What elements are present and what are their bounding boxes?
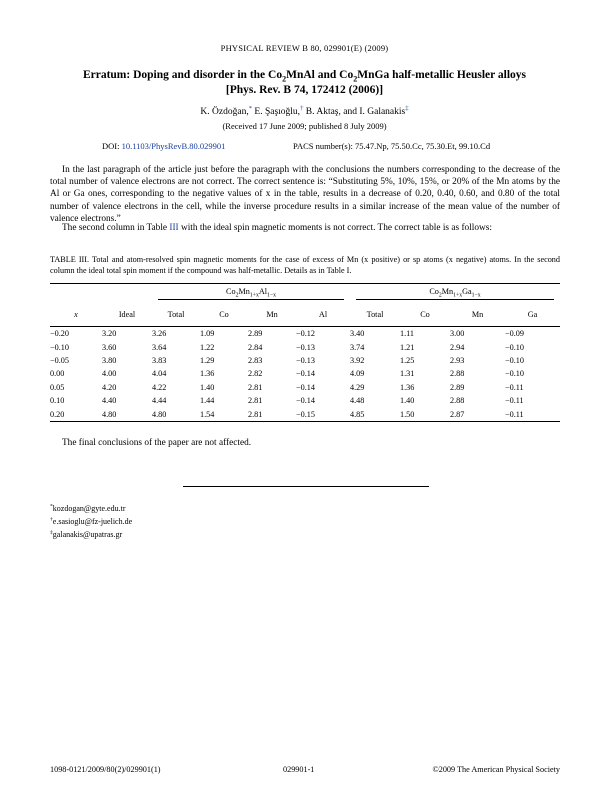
table-cell: −0.10	[50, 342, 69, 352]
title-sub: 2	[282, 74, 287, 84]
table-cell: 4.09	[350, 369, 365, 379]
table-cell: −0.10	[505, 369, 524, 379]
author-name: E. Şaşıoğlu,	[252, 107, 301, 117]
column-header: Co	[219, 309, 229, 319]
title-part: MnAl and Co	[286, 69, 354, 81]
table-cell: 2.88	[450, 396, 465, 406]
footnote-marker[interactable]: *	[248, 104, 253, 112]
table-cell: 3.80	[102, 355, 117, 365]
footnote-separator	[183, 486, 429, 487]
table-cell: 1.44	[200, 396, 215, 406]
table-cell: 2.89	[248, 329, 263, 339]
table-cell: 3.40	[350, 329, 365, 339]
table-cell: −0.12	[296, 329, 315, 339]
table-cell: 3.00	[450, 329, 465, 339]
table-cell: 1.50	[400, 409, 415, 419]
footnote-mark: ‡	[50, 529, 53, 536]
table-cell: 3.64	[152, 342, 167, 352]
column-header: Ideal	[118, 309, 136, 319]
footnote-marker[interactable]: †	[300, 104, 304, 112]
table-cell: 1.22	[200, 342, 215, 352]
table-row	[50, 407, 560, 421]
table-cell: −0.13	[296, 355, 315, 365]
table-cell: 1.09	[200, 329, 215, 339]
column-header-row	[50, 302, 560, 327]
table-cell: 4.80	[102, 409, 117, 419]
paragraph-conclusion: The final conclusions of the paper are not affected.	[62, 438, 252, 448]
title-citation: [Phys. Rev. B 74, 172412 (2006)]	[225, 84, 384, 96]
table-cell: 1.29	[200, 355, 215, 365]
table-cell: 1.54	[200, 409, 215, 419]
table-cell: −0.11	[505, 409, 524, 419]
table-cell: −0.14	[296, 382, 315, 392]
footnote-marker[interactable]: ‡	[405, 104, 409, 112]
table-cell: 4.29	[350, 382, 365, 392]
title-part: Erratum: Doping and disorder in the Co	[82, 69, 283, 81]
table-cell: 4.40	[102, 396, 117, 406]
footnote-email[interactable]: galanakis@upatras.gr	[52, 530, 123, 539]
column-header: Total	[167, 309, 185, 319]
column-header: x	[74, 309, 78, 319]
author-list	[0, 104, 609, 117]
table-cell: −0.13	[296, 342, 315, 352]
table-cell: 2.93	[450, 355, 465, 365]
doi-label: DOI:	[102, 141, 120, 151]
table-caption: TABLE III. Total and atom-resolved spin magnetic moments for the case of excess of Mn (x positive) or sp atoms (x negative) atoms. In the second column the ideal total spin moment if the compound was half-metallic. Details as in Table I.	[50, 255, 560, 275]
table-cell: −0.14	[296, 396, 315, 406]
table-cell: −0.11	[505, 396, 524, 406]
footnote-1	[50, 504, 125, 513]
table-cell: 1.36	[200, 369, 215, 379]
received-date: (Received 17 June 2009; published 8 July 2009)	[222, 121, 387, 131]
table-cell: −0.14	[296, 369, 315, 379]
table-cell: 4.22	[152, 382, 167, 392]
footer-page: 029901-1	[283, 765, 315, 774]
title-sub: 2	[353, 74, 358, 84]
table-cell: 2.81	[248, 409, 263, 419]
column-header: Co	[420, 309, 430, 319]
table-cell: 2.87	[450, 409, 465, 419]
column-header: Al	[318, 309, 328, 319]
table-cell: 3.20	[102, 329, 117, 339]
paragraph-correction: In the last paragraph of the article just before the paragraph with the conclusions the numbers corresponding to the decrease of the total number of valence electrons are not correct. The correct sentence is: “Substituting 5%, 10%, 15%, or 20% of the Mn atoms by the Al or Ga ones, corresponding to the negative values of x in the table, results in a decrease of 0.20, 0.40, 0.60, and 0.80 of the total number of valence electrons in the cell, while the inverse procedure results in a similar increase of the mean value of the number of valence electrons.”	[50, 165, 560, 224]
table-cell: 3.92	[350, 355, 365, 365]
table-row	[50, 381, 560, 394]
table-cell: 1.21	[400, 342, 415, 352]
table-cell: 4.80	[152, 409, 167, 419]
table-cell: 2.81	[248, 382, 263, 392]
footnote-email[interactable]: e.sasioglu@fz-juelich.de	[52, 517, 133, 526]
paragraph-text: with the ideal spin magnetic moments is not correct. The correct table is as follows:	[178, 223, 492, 233]
footer-copyright: ©2009 The American Physical Society	[432, 765, 560, 774]
table-cell: 2.82	[248, 369, 263, 379]
table-cell: 2.81	[248, 396, 263, 406]
table-cell: −0.05	[50, 355, 69, 365]
table-cell: 0.00	[50, 369, 65, 379]
table-cell: 4.04	[152, 369, 167, 379]
table-cell: 0.05	[50, 382, 65, 392]
table-cell: 3.60	[102, 342, 117, 352]
table-row	[50, 327, 560, 341]
table-row	[50, 367, 560, 380]
table-row	[50, 354, 560, 367]
table-cell: 4.20	[102, 382, 117, 392]
magnetic-moments-table	[50, 283, 560, 422]
article-title	[40, 68, 569, 98]
doi-line	[102, 141, 225, 151]
column-header: Mn	[266, 309, 278, 319]
journal-header: PHYSICAL REVIEW B 80, 029901(E) (2009)	[220, 43, 389, 53]
group-header-ga: $Co_2Mn_{1+x}Ga_{1-x}$	[350, 284, 560, 303]
table-cell: −0.20	[50, 329, 69, 339]
table-cell: 4.44	[152, 396, 167, 406]
pacs-numbers: PACS number(s): 75.47.Np, 75.50.Cc, 75.30.Et, 99.10.Cd	[293, 141, 491, 151]
table-reference-link[interactable]: III	[169, 223, 179, 233]
table-cell: 2.88	[450, 369, 465, 379]
table-cell: 3.26	[152, 329, 167, 339]
table-cell: −0.15	[296, 409, 315, 419]
table-row	[50, 394, 560, 407]
table-row	[50, 340, 560, 353]
table-cell: 2.84	[248, 342, 263, 352]
footnote-mark: *	[50, 503, 53, 510]
author-name: B. Aktaş, and I. Galanakis	[303, 107, 406, 117]
table-cell: 1.36	[400, 382, 415, 392]
table-cell: 1.40	[400, 396, 415, 406]
table-cell: 2.94	[450, 342, 465, 352]
group-header-row	[50, 284, 560, 303]
paragraph-table-note	[50, 222, 560, 234]
table-cell: 3.83	[152, 355, 167, 365]
table-cell: 2.89	[450, 382, 465, 392]
table-cell: −0.10	[505, 342, 524, 352]
column-header: Ga	[527, 309, 538, 319]
table-cell: 2.83	[248, 355, 263, 365]
footnote-email[interactable]: kozdogan@gyte.edu.tr	[52, 504, 126, 513]
group-header-al: $Co_2Mn_{1+x}Al_{1-x}$	[152, 284, 350, 303]
table-body	[50, 327, 560, 422]
footnote-2	[50, 517, 132, 526]
table-cell: 4.85	[350, 409, 365, 419]
table-cell: 1.11	[400, 329, 415, 339]
table-cell: 0.20	[50, 409, 65, 419]
title-part: MnGa half-metallic Heusler alloys	[357, 69, 527, 81]
table-cell: −0.11	[505, 382, 524, 392]
column-header: Total	[366, 309, 384, 319]
footnote-3	[50, 530, 122, 539]
table-cell: 4.48	[350, 396, 365, 406]
table-cell: 0.10	[50, 396, 65, 406]
doi-link[interactable]: 10.1103/PhysRevB.80.029901	[121, 141, 226, 151]
paragraph-text: The second column in Table	[62, 223, 170, 233]
table-cell: 1.40	[200, 382, 215, 392]
table-cell: 4.00	[102, 369, 117, 379]
column-header: Mn	[471, 309, 484, 319]
table-cell: 1.25	[400, 355, 415, 365]
table-cell: 3.74	[350, 342, 365, 352]
table-cell: −0.10	[505, 355, 524, 365]
table-cell: 1.31	[400, 369, 415, 379]
table-cell: −0.09	[505, 329, 524, 339]
author-name: K. Özdoğan,	[200, 107, 249, 117]
footer-issn: 1098-0121/2009/80(2)/029901(1)	[50, 765, 161, 774]
footnote-mark: †	[50, 516, 53, 523]
